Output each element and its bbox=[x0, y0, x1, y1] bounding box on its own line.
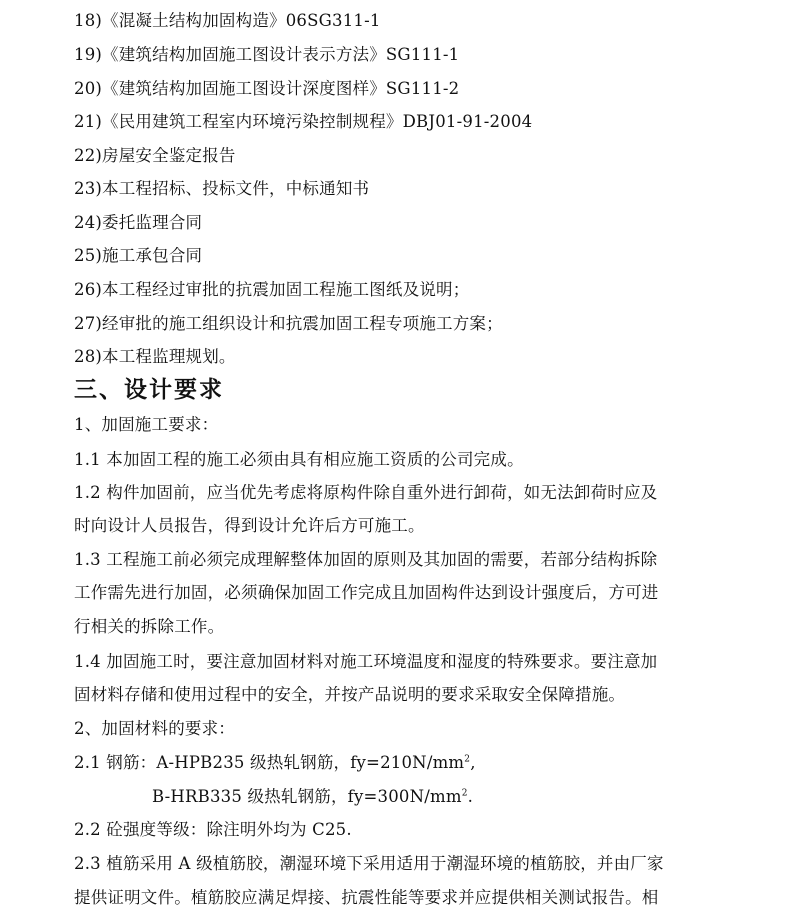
reference-item-23: 23)本工程招标、投标文件，中标通知书 bbox=[74, 179, 370, 198]
reference-item-20: 20)《建筑结构加固施工图设计深度图样》SG111-2 bbox=[74, 79, 460, 98]
reference-item-19: 19)《建筑结构加固施工图设计表示方法》SG111-1 bbox=[74, 45, 460, 64]
reference-item-27: 27)经审批的施工组织设计和抗震加固工程专项施工方案； bbox=[74, 314, 503, 333]
reference-item-21: 21)《民用建筑工程室内环境污染控制规程》DBJ01-91-2004 bbox=[74, 112, 533, 131]
concrete-grade: 2.2 砼强度等级：除注明外均为 C25. bbox=[74, 820, 352, 839]
paragraph-1-3-line-2: 工作需先进行加固，必须确保加固工作完成且加固构件达到设计强度后，方可进 bbox=[74, 583, 659, 602]
paragraph-1-1: 1.1 本加固工程的施工必须由具有相应施工资质的公司完成。 bbox=[74, 450, 524, 469]
reference-item-22: 22)房屋安全鉴定报告 bbox=[74, 146, 236, 165]
reference-item-25: 25)施工承包合同 bbox=[74, 246, 203, 265]
materials-title: 2、加固材料的要求： bbox=[74, 719, 235, 738]
section-heading: 三、设计要求 bbox=[74, 376, 224, 403]
steel-grade-b-text: B-HRB335 级热轧钢筋，fy=300N/mm bbox=[152, 787, 462, 806]
construction-title: 1、加固施工要求： bbox=[74, 415, 219, 434]
steel-grade-a-punct: , bbox=[470, 753, 476, 772]
paragraph-1-4-line-2: 固材料存储和使用过程中的安全，并按产品说明的要求采取安全保障措施。 bbox=[74, 685, 626, 704]
paragraph-1-3-line-1: 1.3 工程施工前必须完成理解整体加固的原则及其加固的需要，若部分结构拆除 bbox=[74, 550, 658, 569]
steel-grade-b-superscript: 2 bbox=[461, 788, 468, 799]
rebar-glue-line-1: 2.3 植筋采用 A 级植筋胶，潮湿环境下采用适用于潮湿环境的植筋胶，并由厂家 bbox=[74, 854, 664, 873]
reference-item-28: 28)本工程监理规划。 bbox=[74, 347, 236, 366]
paragraph-1-4-line-1: 1.4 加固施工时，要注意加固材料对施工环境温度和湿度的特殊要求。要注意加 bbox=[74, 652, 658, 671]
steel-grade-b-punct: . bbox=[467, 787, 474, 806]
steel-grade-a-superscript: 2 bbox=[464, 754, 471, 765]
rebar-glue-line-2: 提供证明文件。植筋胶应满足焊接、抗震性能等要求并应提供相关测试报告。相 bbox=[74, 888, 659, 907]
steel-grade-a bbox=[74, 751, 476, 775]
paragraph-1-3-line-3: 行相关的拆除工作。 bbox=[74, 617, 225, 636]
paragraph-1-2-line-1: 1.2 构件加固前，应当优先考虑将原构件除自重外进行卸荷，如无法卸荷时应及 bbox=[74, 483, 658, 502]
steel-grade-b bbox=[152, 785, 473, 809]
reference-item-18: 18)《混凝土结构加固构造》06SG311-1 bbox=[74, 11, 381, 30]
reference-item-26: 26)本工程经过审批的抗震加固工程施工图纸及说明； bbox=[74, 280, 470, 299]
reference-item-24: 24)委托监理合同 bbox=[74, 213, 203, 232]
paragraph-1-2-line-2: 时向设计人员报告，得到设计允许后方可施工。 bbox=[74, 516, 425, 535]
steel-grade-a-text: 2.1 钢筋：A-HPB235 级热轧钢筋，fy=210N/mm bbox=[74, 753, 465, 772]
